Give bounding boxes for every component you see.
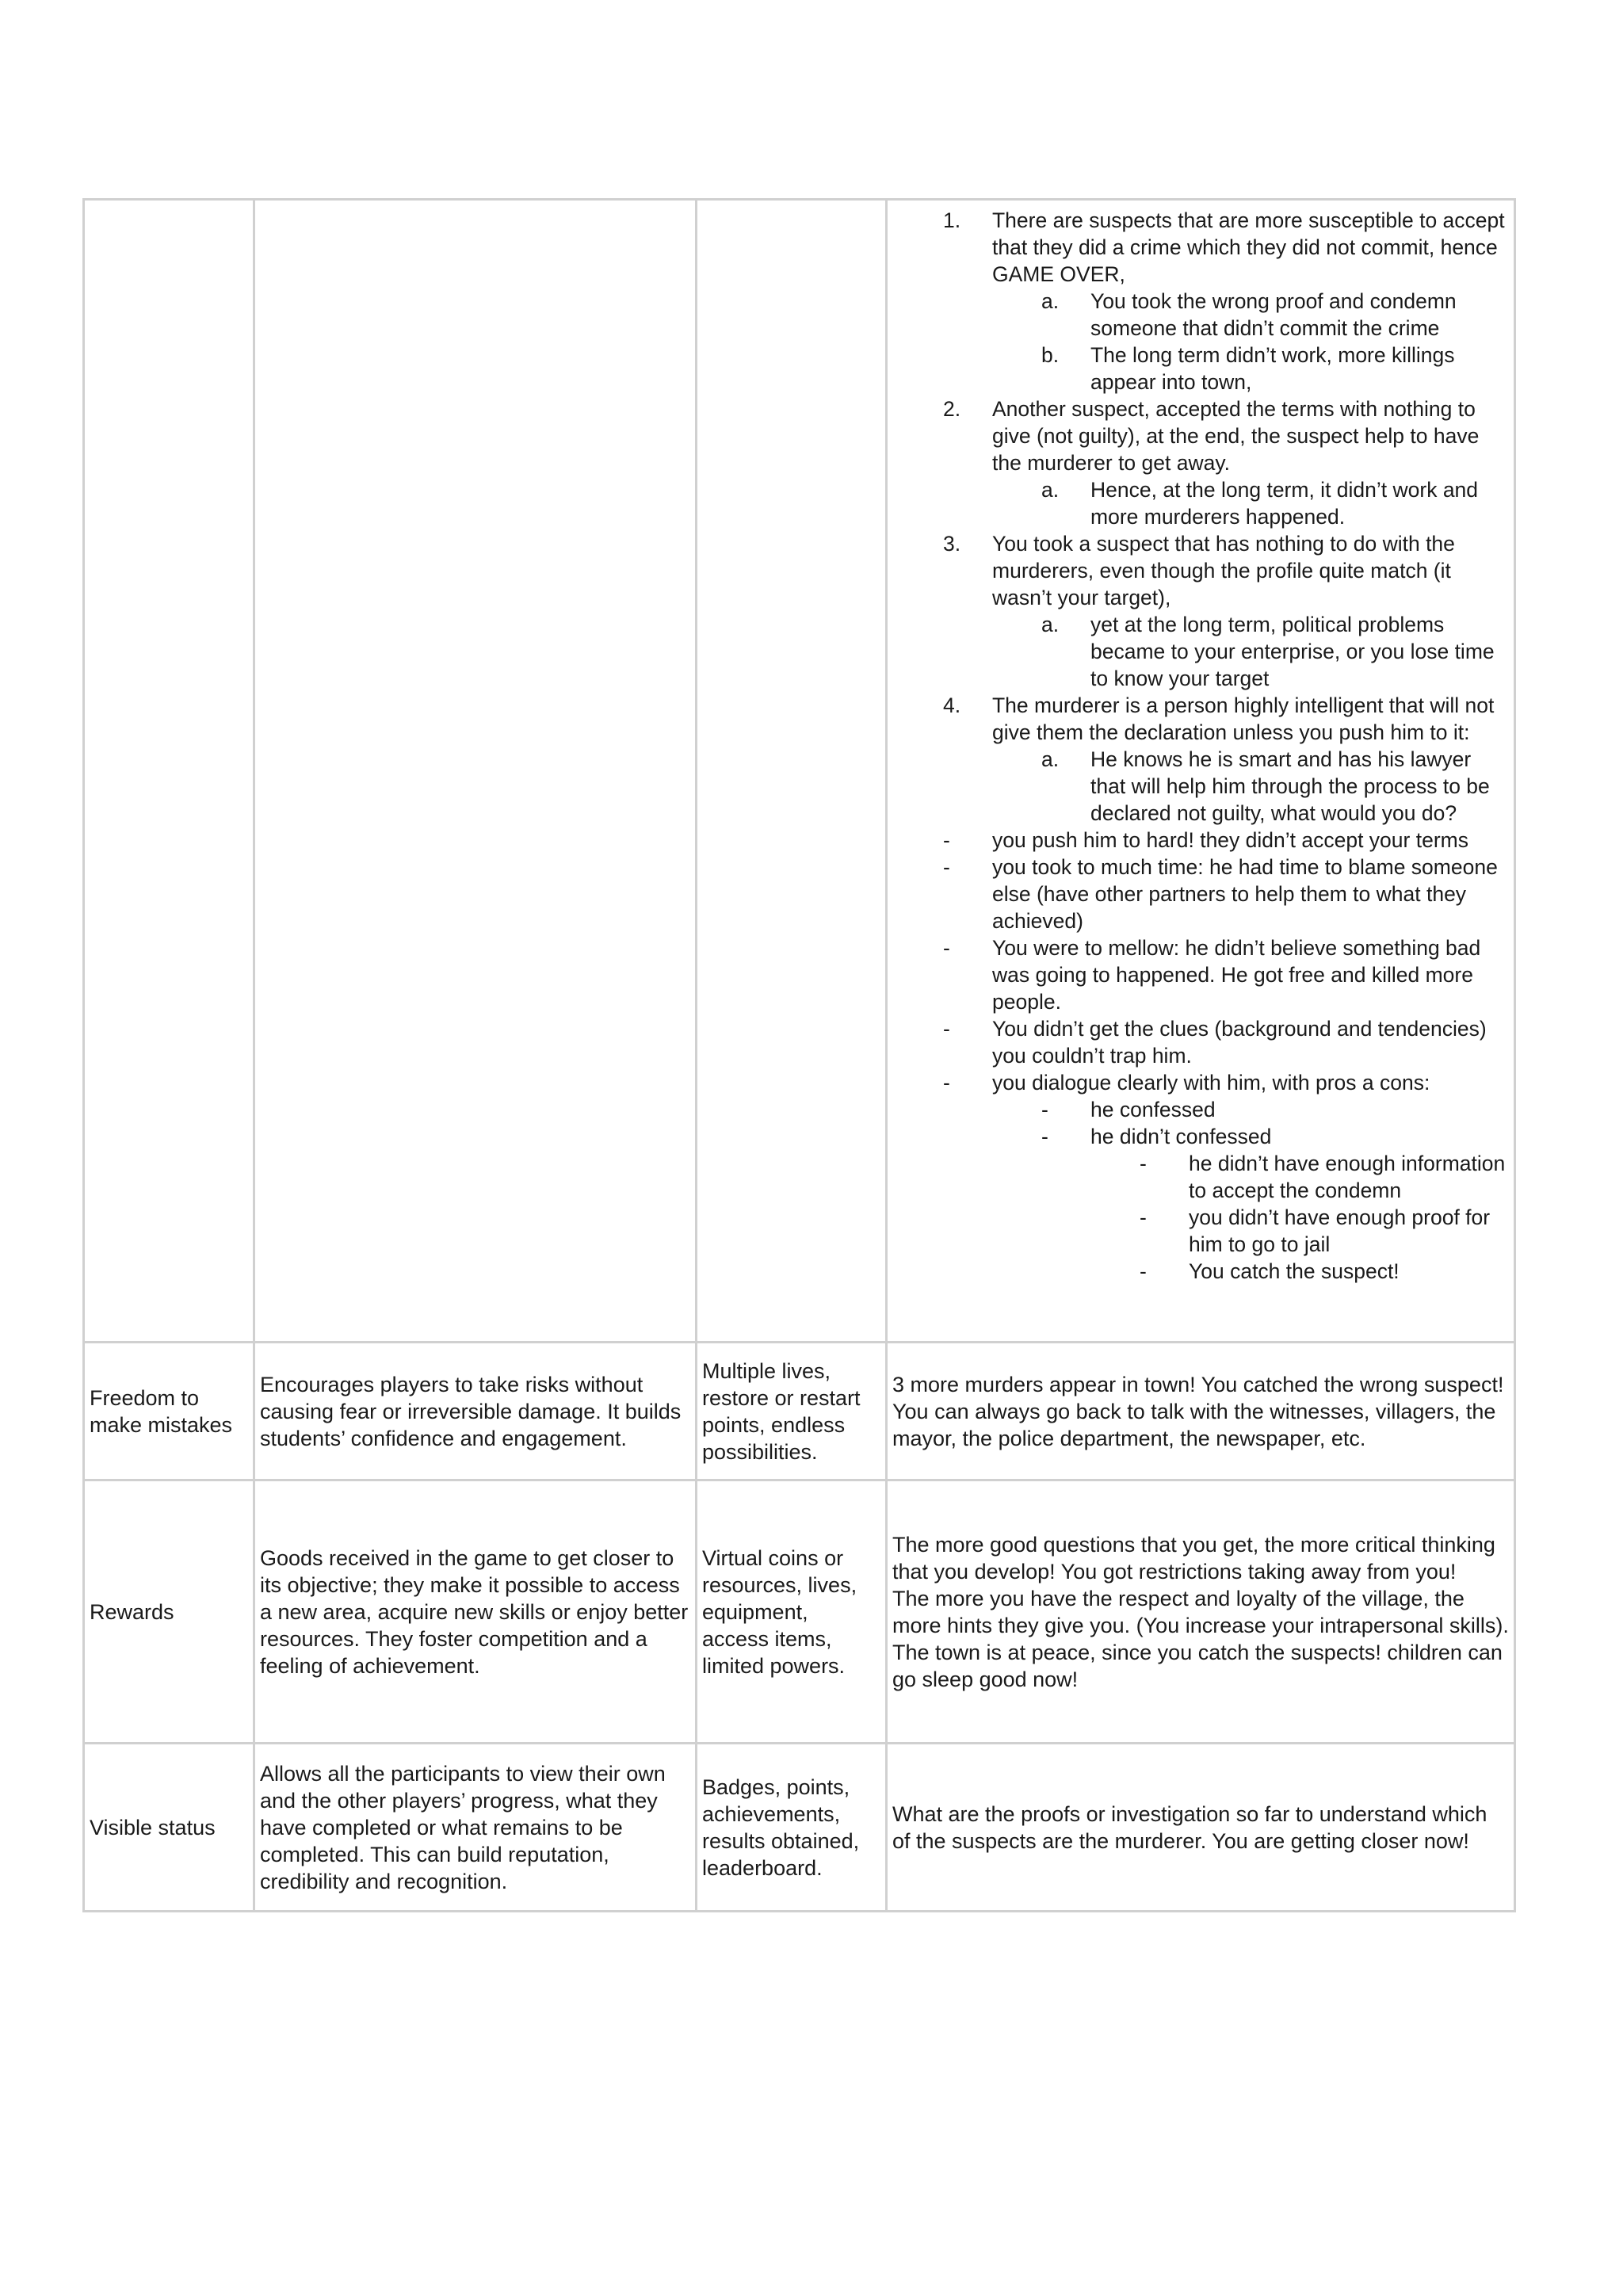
list-text: There are suspects that are more susceptible to accept that they did a crime which they did not commit, hence GAME OVER,	[992, 208, 1505, 286]
list-item-sub	[892, 1204, 1509, 1258]
list-text: You took a suspect that has nothing to do with the murderers, even though the profile quite match (it wasn’t your target),	[992, 532, 1455, 609]
list-marker: -	[1140, 1152, 1147, 1175]
list-text: Hence, at the long term, it didn’t work and more murderers happened.	[1090, 478, 1479, 529]
list-text: You catch the suspect!	[1189, 1259, 1400, 1283]
examples-cell	[697, 1480, 887, 1744]
application-cell	[887, 1480, 1515, 1744]
list-item-dash	[892, 1015, 1509, 1069]
description-cell	[254, 1480, 697, 1744]
element-name: Freedom to make mistakes	[90, 1385, 233, 1437]
application-paragraph: The more good questions that you get, the more critical thinking that you develop! You got restrictions taking away from you!	[892, 1532, 1495, 1584]
table-row	[84, 1343, 1515, 1480]
element-examples: Multiple lives, restore or restart points, endless possibilities.	[702, 1358, 861, 1464]
list-item-sub	[892, 288, 1509, 342]
list-text: you took to much time: he had time to blame someone else (have other partners to help them to what they achieved)	[992, 855, 1498, 933]
list-text: yet at the long term, political problems became to your enterprise, or you lose time to know your target	[1090, 613, 1495, 690]
list-marker: -	[1140, 1205, 1147, 1229]
list-marker: -	[943, 1017, 950, 1041]
list-marker: 1.	[943, 208, 961, 232]
list-marker: -	[943, 936, 950, 960]
list-marker: -	[1041, 1098, 1048, 1121]
list-marker: a.	[1041, 747, 1060, 771]
application-cell	[887, 1343, 1515, 1480]
examples-cell	[697, 1343, 887, 1480]
list-marker: a.	[1041, 478, 1060, 502]
list-marker: -	[1041, 1125, 1048, 1148]
list-marker: 2.	[943, 397, 961, 421]
element-description: Goods received in the game to get closer to its objective; they make it possible to access a new area, acquire new skills or enjoy better resources. They foster competition and a feeling of achievement.	[260, 1545, 689, 1678]
list-marker: b.	[1041, 343, 1060, 367]
element-description: Encourages players to take risks without causing fear or irreversible damage. It builds students’ confidence and engagement.	[260, 1372, 682, 1450]
list-item-sub	[892, 1258, 1509, 1285]
list-text: he confessed	[1090, 1098, 1216, 1121]
list-item-sub	[892, 746, 1509, 827]
list-text: you dialogue clearly with him, with pros a cons:	[992, 1071, 1430, 1095]
list-text: You were to mellow: he didn’t believe something bad was going to happened. He got free and killed more people.	[992, 936, 1481, 1014]
element-description: Allows all the participants to view their own and the other players’ progress, what they have completed or what remains to be completed. This can build reputation, credibility and recognition.	[260, 1761, 666, 1893]
list-text: you push him to hard! they didn’t accept your terms	[992, 828, 1468, 852]
element-name: Visible status	[90, 1815, 216, 1839]
table-row	[84, 200, 1515, 1343]
description-cell	[254, 200, 697, 1343]
list-text: He knows he is smart and has his lawyer that will help him through the process to be declared not guilty, what would you do?	[1090, 747, 1490, 825]
list-text: he didn’t have enough information to accept the condemn	[1189, 1152, 1506, 1202]
application-paragraph: The more you have the respect and loyalty of the village, the more hints they give you. (You increase your intrapersonal skills).	[892, 1586, 1509, 1637]
list-item	[892, 692, 1509, 746]
list-marker: 3.	[943, 532, 961, 556]
list-item-sub	[892, 476, 1509, 530]
table-row	[84, 1744, 1515, 1912]
list-text: The long term didn’t work, more killings appear into town,	[1090, 343, 1455, 394]
list-item-sub	[892, 1150, 1509, 1204]
list-text: You didn’t get the clues (background and tendencies) you couldn’t trap him.	[992, 1017, 1487, 1068]
list-item	[892, 207, 1509, 288]
list-text: Another suspect, accepted the terms with nothing to give (not guilty), at the end, the suspect help to have the murderer to get away.	[992, 397, 1480, 475]
application-cell	[887, 200, 1515, 1343]
description-cell	[254, 1343, 697, 1480]
list-item-sub	[892, 1096, 1509, 1123]
list-marker: 4.	[943, 693, 961, 717]
list-marker: -	[943, 1071, 950, 1095]
application-paragraph: What are the proofs or investigation so far to understand which of the suspects are the murderer. You are getting closer now!	[892, 1801, 1487, 1853]
element-examples: Badges, points, achievements, results obtained, leaderboard.	[702, 1775, 860, 1880]
application-cell	[887, 1744, 1515, 1912]
element-cell	[84, 1744, 254, 1912]
examples-cell	[697, 200, 887, 1343]
list-marker: -	[1140, 1259, 1147, 1283]
element-cell	[84, 1480, 254, 1744]
list-marker: a.	[1041, 289, 1060, 313]
list-item-sub	[892, 1123, 1509, 1150]
application-paragraph: You can always go back to talk with the witnesses, villagers, the mayor, the police department, the newspaper, etc.	[892, 1399, 1496, 1450]
list-item-sub	[892, 342, 1509, 395]
list-text: he didn’t confessed	[1090, 1125, 1272, 1148]
list-item-sub	[892, 611, 1509, 692]
list-marker: -	[943, 855, 950, 879]
list-item	[892, 530, 1509, 611]
examples-cell	[697, 1744, 887, 1912]
scenario-outline	[892, 201, 1509, 1285]
element-examples: Virtual coins or resources, lives, equipment, access items, limited powers.	[702, 1545, 857, 1678]
application-paragraph: 3 more murders appear in town! You catched the wrong suspect!	[892, 1372, 1504, 1396]
list-item-dash	[892, 1069, 1509, 1096]
list-item-dash	[892, 827, 1509, 854]
element-name: Rewards	[90, 1599, 174, 1624]
table-row	[84, 1480, 1515, 1744]
element-cell	[84, 1343, 254, 1480]
list-text: The murderer is a person highly intelligent that will not give them the declaration unless you push him to it:	[992, 693, 1495, 744]
description-cell	[254, 1744, 697, 1912]
list-marker: a.	[1041, 613, 1060, 636]
list-marker: -	[943, 828, 950, 852]
list-item-dash	[892, 854, 1509, 934]
application-paragraph: The town is at peace, since you catch the suspects! children can go sleep good now!	[892, 1640, 1503, 1691]
element-cell	[84, 200, 254, 1343]
list-item-dash	[892, 934, 1509, 1015]
list-text: you didn’t have enough proof for him to go to jail	[1189, 1205, 1491, 1256]
list-item	[892, 395, 1509, 476]
gamification-table	[82, 198, 1516, 1912]
list-text: You took the wrong proof and condemn someone that didn’t commit the crime	[1090, 289, 1457, 340]
